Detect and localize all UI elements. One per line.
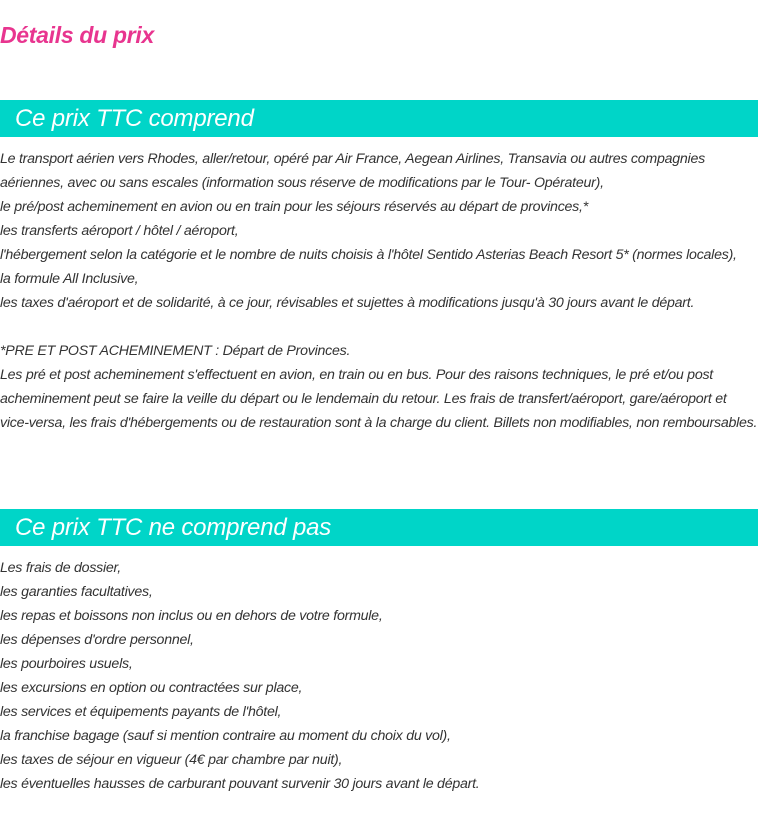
paragraph-spacer [0, 315, 758, 339]
includes-item: le pré/post acheminement en avion ou en train pour les séjours réservés au départ de provinces,* [0, 199, 588, 215]
includes-item: les transferts aéroport / hôtel / aéroport, [0, 223, 239, 239]
excludes-section-body [0, 556, 758, 796]
includes-item: Le transport aérien vers Rhodes, aller/retour, opéré par Air France, Aegean Airlines, Transavia ou autres compagnies aériennes, avec ou sans escales (information sous réserve de modifications par le Tour- Opérateur), [0, 151, 705, 191]
excludes-heading: Ce prix TTC ne comprend pas [15, 514, 332, 541]
excludes-item: Les frais de dossier, [0, 560, 121, 576]
includes-section-body [0, 147, 758, 435]
excludes-item: les pourboires usuels, [0, 656, 133, 672]
includes-section-header [0, 100, 758, 137]
includes-item: la formule All Inclusive, [0, 271, 139, 287]
excludes-section-header [0, 509, 758, 546]
excludes-item: les services et équipements payants de l'hôtel, [0, 704, 282, 720]
excludes-item: les éventuelles hausses de carburant pouvant survenir 30 jours avant le départ. [0, 776, 480, 792]
acheminement-note-title: *PRE ET POST ACHEMINEMENT : Départ de Provinces. [0, 343, 351, 359]
includes-item: l'hébergement selon la catégorie et le nombre de nuits choisis à l'hôtel Sentido Asterias Beach Resort 5* (normes locales), [0, 247, 737, 263]
excludes-item: les repas et boissons non inclus ou en dehors de votre formule, [0, 608, 383, 624]
includes-heading: Ce prix TTC comprend [15, 105, 254, 132]
acheminement-note-text: Les pré et post acheminement s'effectuent en avion, en train ou en bus. Pour des raisons techniques, le pré et/ou post acheminement peut se faire la veille du départ ou le lendemain du retour. Les frais de transfert/aéroport, gare/aéroport et vice-versa, les frais d'hébergements ou de restauration sont à la charge du client. Billets non modifiables, non remboursables. [0, 367, 758, 431]
excludes-item: la franchise bagage (sauf si mention contraire au moment du choix du vol), [0, 728, 451, 744]
includes-item: les taxes d'aéroport et de solidarité, à ce jour, révisables et sujettes à modifications jusqu'à 30 jours avant le départ. [0, 295, 695, 311]
page-title: Détails du prix [0, 22, 154, 48]
excludes-item: les dépenses d'ordre personnel, [0, 632, 194, 648]
excludes-item: les taxes de séjour en vigueur (4€ par chambre par nuit), [0, 752, 343, 768]
excludes-item: les excursions en option ou contractées sur place, [0, 680, 303, 696]
excludes-item: les garanties facultatives, [0, 584, 153, 600]
